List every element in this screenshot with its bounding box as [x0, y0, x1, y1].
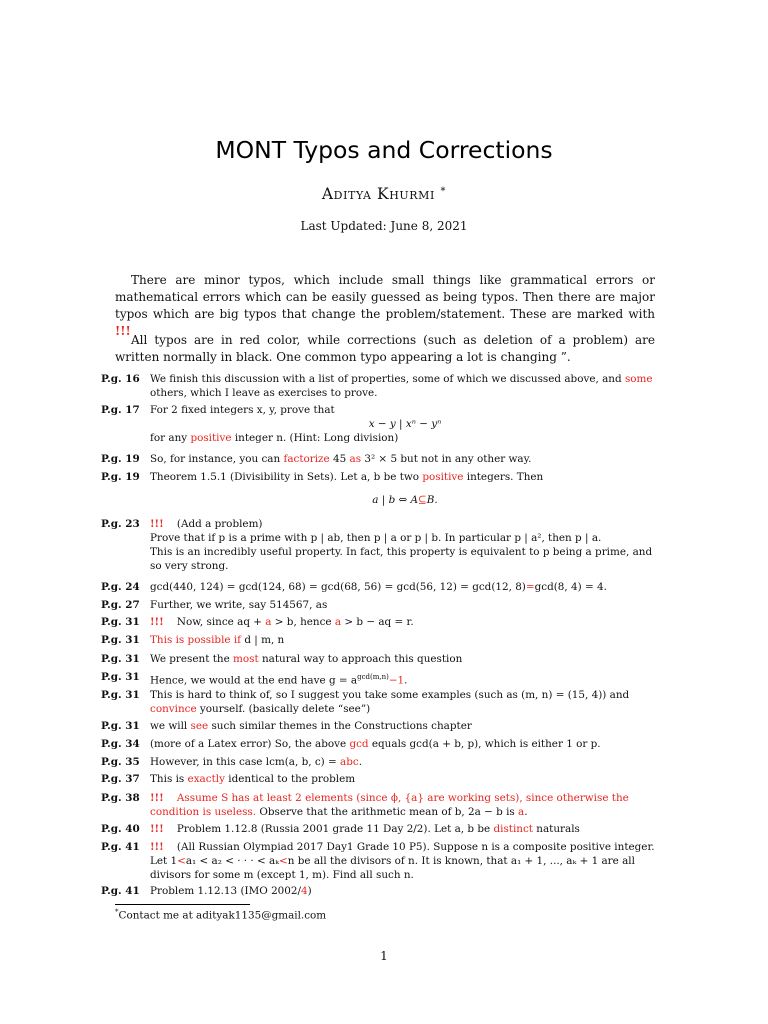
author-text: Aditya Khurmi	[321, 185, 435, 203]
entry-text: (Add a problem)	[176, 518, 263, 530]
entry-text: such similar themes in the Constructions chapter	[208, 720, 472, 732]
entry-text: This is an incredibly useful property. In fact, this property is equivalent to p being a prime, and so very strong.	[150, 546, 653, 572]
entry-text: .	[358, 756, 363, 768]
page-title: MONT Typos and Corrections	[215, 136, 553, 164]
major-typo-mark: !!!	[150, 792, 164, 804]
typo-text: as	[349, 453, 362, 465]
typo-text: a	[518, 806, 525, 818]
author-name	[0, 185, 768, 203]
entry-text: (All Russian Olympiad 2017 Day1 Grade 10 P5). Suppose n is a composite positive integer.	[176, 841, 655, 853]
entry-text: Hence, we would at the end have g = a	[150, 674, 358, 687]
major-typo-mark: !!!	[150, 841, 164, 853]
typo-text: factorize	[283, 453, 330, 465]
page-ref: P.g. 19	[101, 453, 140, 465]
entry-text: Further, we write, say 514567, as	[150, 599, 328, 611]
entry-text: This is hard to think of, so I suggest you take some examples (such as (m, n) = (15, 4)) and	[150, 689, 630, 701]
typo-text: Assume S has at least 2 elements (since ϕ, {a} are working sets), since otherwise the condition is useless.	[150, 792, 629, 818]
typo-text: exactly	[187, 773, 225, 785]
equation: B.	[426, 494, 438, 506]
entry-text: Theorem 1.5.1 (Divisibility in Sets). Let a, b be two	[150, 471, 423, 483]
page-ref: P.g. 24	[101, 581, 140, 593]
footnote	[115, 908, 326, 921]
author-footnote-mark: *	[440, 186, 447, 197]
entry-text: natural way to approach this question	[258, 653, 463, 665]
entry-text: For 2 fixed integers x, y, prove that	[150, 404, 335, 416]
entry-text: divisors for some m (except 1, m). Find all such n.	[150, 869, 414, 881]
page-ref: P.g. 41	[101, 841, 140, 853]
typo-text: a	[334, 616, 342, 628]
entry-text: gcd(440, 124) = gcd(124, 68) = gcd(68, 56) = gcd(56, 12) = gcd(12, 8)	[150, 581, 526, 593]
page-number: 1	[380, 949, 388, 963]
typo-text: distinct	[493, 823, 533, 835]
entry-text: Prove that if p is a prime with p | ab, then p | a or p | b. In particular p | a², then p | a.	[150, 532, 602, 544]
page-ref: P.g. 27	[101, 599, 140, 611]
page-ref: P.g. 17	[101, 404, 140, 416]
equation: a | b ⇔ A	[372, 494, 419, 506]
entry-text: naturals	[532, 823, 580, 835]
typo-text: −1	[388, 674, 405, 687]
entry-text: identical to the problem	[224, 773, 356, 785]
intro-paragraph-1	[115, 272, 655, 340]
major-typo-mark: !!!	[150, 823, 164, 835]
entry-text: Now, since aq +	[176, 616, 266, 628]
entry-text: others, which I leave as exercises to prove.	[150, 387, 378, 399]
typo-text: 4	[301, 885, 308, 897]
exponent: gcd(m,n)	[357, 673, 389, 681]
entry-text: Let 1	[150, 855, 178, 867]
intro-text-2: All typos are in red color, while corrections (such as deletion of a problem) are written normally in black. One common typo appearing a lot is changing ”.	[115, 333, 655, 364]
page-ref: P.g. 37	[101, 773, 140, 785]
entry-text: integer n. (Hint: Long division)	[231, 432, 399, 444]
entry-text: .	[524, 806, 528, 818]
typo-text: positive	[422, 471, 464, 483]
entry-text: )	[307, 885, 312, 897]
typo-text: a	[265, 616, 272, 628]
typo-text: <	[279, 855, 288, 867]
entry-text: > b − aq = r.	[341, 616, 414, 628]
footnote-divider	[115, 904, 250, 905]
entry-text: So, for instance, you can	[150, 453, 284, 465]
page-ref: P.g. 40	[101, 823, 140, 835]
entry-text: for any	[150, 432, 191, 444]
typo-text: convince	[150, 703, 197, 715]
equation: x − y | xⁿ − yⁿ	[368, 418, 442, 430]
footnote-mark: *	[115, 908, 119, 916]
entry-text: n be all the divisors of n. It is known, that a₁ + 1, ..., aₖ + 1 are all	[287, 855, 635, 867]
entry-text: 45	[329, 453, 350, 465]
page-ref: P.g. 34	[101, 738, 140, 750]
typo-text: see	[190, 720, 209, 732]
page-ref: P.g. 16	[101, 373, 140, 385]
entry-text: equals gcd(a + b, p), which is either 1 or p.	[368, 738, 601, 750]
entry-text: We present the	[150, 653, 234, 665]
page-ref: P.g. 31	[101, 689, 140, 701]
entry-text: Problem 1.12.13 (IMO 2002/	[150, 885, 302, 897]
typo-text: some	[624, 373, 653, 385]
page-ref: P.g. 35	[101, 756, 140, 768]
intro-paragraph-2	[115, 332, 655, 366]
page-ref: P.g. 19	[101, 471, 140, 483]
entry-text: yourself. (basically delete “see”)	[196, 703, 371, 715]
typo-text: =	[525, 581, 535, 593]
entry-text: integers. Then	[463, 471, 544, 483]
last-updated: Last Updated: June 8, 2021	[300, 219, 468, 233]
entry-text: 3² × 5 but not in any other way.	[361, 453, 532, 465]
typo-text: gcd	[349, 738, 369, 750]
entry-text: Observe that the arithmetic mean of b, 2a − b is	[256, 806, 519, 818]
entry-text: gcd(8, 4) = 4.	[534, 581, 607, 593]
typo-text: most	[233, 653, 259, 665]
major-typo-mark: !!!	[115, 324, 131, 338]
page-ref: P.g. 31	[101, 634, 140, 646]
page-ref: P.g. 38	[101, 792, 140, 804]
page-ref: P.g. 31	[101, 720, 140, 732]
page-ref: P.g. 31	[101, 671, 140, 683]
entry-text: This is	[150, 773, 188, 785]
entry-text: Problem 1.12.8 (Russia 2001 grade 11 Day 2/2). Let a, b be	[176, 823, 494, 835]
page-ref: P.g. 41	[101, 885, 140, 897]
page-ref: P.g. 23	[101, 518, 140, 530]
entry-text: a₁ < a₂ < · · · < aₖ	[185, 855, 280, 867]
typo-text: positive	[190, 432, 232, 444]
entry-text: d | m, n	[241, 634, 285, 646]
typo-text: This is possible if	[150, 634, 242, 646]
page-ref: P.g. 31	[101, 653, 140, 665]
major-typo-mark: !!!	[150, 616, 164, 628]
typo-text: <	[177, 855, 186, 867]
entry-text: .	[404, 674, 408, 687]
entry-text: > b, hence	[271, 616, 335, 628]
typo-text: ⊆	[418, 494, 427, 506]
entry-text: we will	[150, 720, 191, 732]
entry-text: We finish this discussion with a list of properties, some of which we discussed above, and	[150, 373, 625, 385]
page-ref: P.g. 31	[101, 616, 140, 628]
footnote-text: Contact me at adityak1135@gmail.com	[118, 909, 327, 922]
entry-text: However, in this case lcm(a, b, c) =	[150, 756, 341, 768]
intro-text-1: There are minor typos, which include small things like grammatical errors or mathematical errors which can be easily guessed as being typos. Then there are major typos which are big typos that change the problem/statement. These are marked with	[115, 273, 655, 321]
major-typo-mark: !!!	[150, 518, 164, 530]
entry-text: (more of a Latex error) So, the above	[150, 738, 350, 750]
typo-text: abc	[340, 756, 359, 768]
